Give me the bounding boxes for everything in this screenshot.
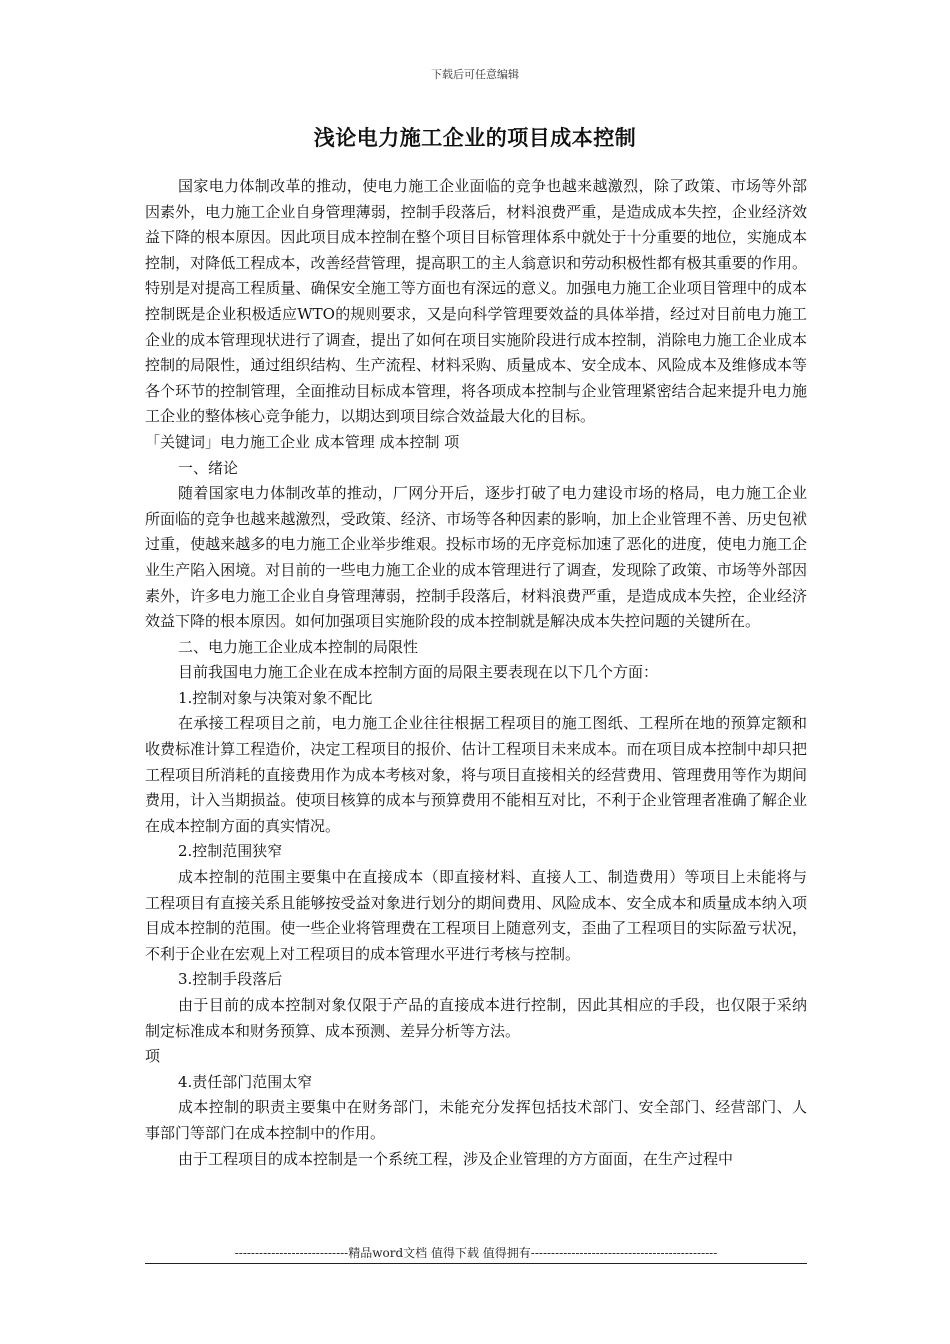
subheading-2: 2.控制范围狭窄 [178, 842, 283, 861]
limitations-intro: 目前我国电力施工企业在成本控制方面的局限主要表现在以下几个方面： [178, 663, 659, 682]
section-heading-introduction: 一、绪论 [178, 458, 239, 477]
section-heading-limitations: 二、电力施工企业成本控制的局限性 [178, 637, 419, 656]
subheading-3: 3.控制手段落后 [178, 970, 283, 989]
introduction-paragraph: 随着国家电力体制改革的推动，厂网分开后，逐步打破了电力建设市场的格局，电力施工企业所面临的竞争也越来越激烈，受政策、经济、市场等各种因素的影响，加上企业管理不善、历史包袱过重，使越来越多的电力施工企业举步维艰。投标市场的无序竞标加速了恶化的进度，使电力施工企业生产陷入困境。对目前的一些电力施工企业的成本管理进行了调查，发现除了政策、市场等外部因素外，许多电力施工企业自身管理薄弱，控制手段落后，材料浪费严重，是造成成本失控，企业经济效益下降的根本原因。如何加强项目实施阶段的成本控制就是解决成本失控问题的关键所在。 [145, 484, 807, 631]
keywords-line: 「关键词」电力施工企业 成本管理 成本控制 项 [145, 432, 460, 451]
abstract-paragraph: 国家电力体制改革的推动，使电力施工企业面临的竞争也越来越激烈，除了政策、市场等外部因素外，电力施工企业自身管理薄弱，控制手段落后，材料浪费严重，是造成成本失控，企业经济效益下降的根本原因。因此项目成本控制在整个项目目标管理体系中就处于十分重要的地位，实施成本控制，对降低工程成本，改善经营管理，提高职工的主人翁意识和劳动积极性都有极其重要的作用。特别是对提高工程质量、确保安全施工等方面也有深远的意义。加强电力施工企业项目管理中的成本控制既是企业积极适应WTO的规则要求，又是向科学管理要效益的具体举措，经过对目前电力施工企业的成本管理现状进行了调查，提出了如何在项目实施阶段进行成本控制，消除电力施工企业成本控制的局限性，通过组织结构、生产流程、材料采购、质量成本、安全成本、风险成本及维修成本等各个环节的控制管理，全面推动目标成本管理，将各项成本控制与企业管理紧密结合起来提升电力施工企业的整体核心竞争能力，以期达到项目综合效益最大化的目标。 [145, 177, 807, 426]
continuation-paragraph: 由于工程项目的成本控制是一个系统工程，涉及企业管理的方方面面，在生产过程中 [178, 1149, 734, 1168]
stray-character-line: 项 [145, 1047, 161, 1066]
subheading-4: 4.责任部门范围太窄 [178, 1072, 313, 1091]
document-title: 浅论电力施工企业的项目成本控制 [313, 125, 637, 150]
subsection-1-paragraph: 在承接工程项目之前，电力施工企业往往根据工程项目的施工图纸、工程所在地的预算定额和收费标准计算工程造价，决定工程项目的报价、估计工程项目未来成本。而在项目成本控制中却只把工程项目所消耗的直接费用作为成本考核对象，将与项目直接相关的经营费用、管理费用等作为期间费用，计入当期损益。使项目核算的成本与预算费用不能相互对比，不利于企业管理者准确了解企业在成本控制方面的真实情况。 [145, 714, 807, 835]
page-footer [145, 1244, 807, 1264]
document-body [145, 174, 807, 1172]
subsection-2-paragraph: 成本控制的范围主要集中在直接成本（即直接材料、直接人工、制造费用）等项目上未能将与工程项目有直接关系且能够按受益对象进行划分的期间费用、风险成本、安全成本和质量成本纳入项目成本控制的范围。使一些企业将管理费在工程项目上随意列支，歪曲了工程项目的实际盈亏状况，不利于企业在宏观上对工程项目的成本管理水平进行考核与控制。 [145, 868, 807, 963]
footer-rule [145, 1263, 807, 1264]
footer-text: ----------------------------精品word文档 值得下载 值得拥有---------------------------------------------- [234, 1246, 718, 1260]
subsection-3-paragraph: 由于目前的成本控制对象仅限于产品的直接成本进行控制，因此其相应的手段，也仅限于采纳制定标准成本和财务预算、成本预测、差异分析等方法。 [145, 996, 807, 1040]
subsection-4-paragraph: 成本控制的职责主要集中在财务部门，未能充分发挥包括技术部门、安全部门、经营部门、人事部门等部门在成本控制中的作用。 [145, 1098, 807, 1142]
subheading-1: 1.控制对象与决策对象不配比 [178, 688, 373, 707]
header-note: 下载后可任意编辑 [431, 68, 519, 81]
